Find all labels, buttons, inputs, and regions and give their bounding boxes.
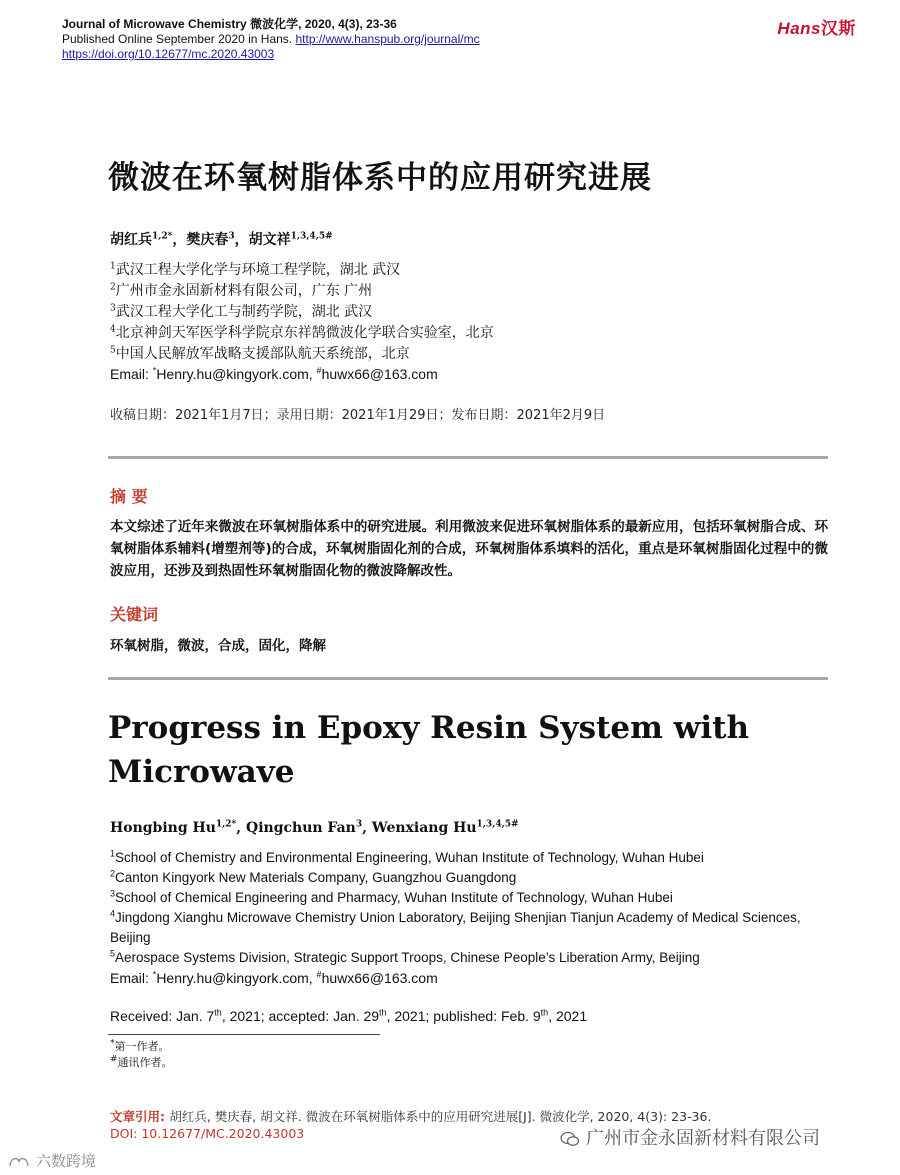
author-name: Hongbing Hu	[110, 820, 216, 836]
affiliation-item: $^4$Jingdong Xianghu Microwave Chemistry Union Laboratory, Beijing Shenjian Tianjun Academy of Medical Sciences, Beijing	[110, 908, 801, 945]
keywords-cn: 环氧树脂，微波，合成，固化，降解	[110, 638, 326, 654]
journal-name: Journal of Microwave Chemistry 微波化学, 2020, 4(3), 23-36	[62, 17, 397, 31]
wechat-icon	[560, 1131, 580, 1147]
affiliation-item: $^5$Aerospace Systems Division, Strategic Support Troops, Chinese People’s Liberation Army, Beijing	[110, 948, 700, 965]
watermark-right: 广州市金永固新材料有限公司	[560, 1124, 820, 1150]
dates-cn: 收稿日期：2021年1月7日；录用日期：2021年1月29日；发布日期：2021年2月9日	[110, 408, 606, 423]
email-address-2[interactable]: huwx66@163.com	[321, 366, 438, 382]
email-address-1[interactable]: Henry.hu@kingyork.com,	[156, 366, 317, 382]
affiliation-item: $^4$北京神剑天军医学科学院京东祥鹄微波化学联合实验室，北京	[110, 324, 494, 341]
footnote-first-author: *第一作者。	[110, 1038, 170, 1053]
divider	[108, 677, 828, 680]
abstract-heading-cn: 摘 要	[110, 487, 148, 506]
author-affiliation-mark: 3	[228, 231, 235, 242]
authors-en: Hongbing $Hu^{1,2*}$, Qingchun Fan$^3$, Wenxiang $Hu^{1,3,4,5\#}$	[110, 819, 519, 836]
footnote-divider	[108, 1034, 380, 1035]
author-affiliation-mark: 1,3,4,5#	[476, 819, 519, 830]
author-affiliation-mark: 1,2*	[215, 819, 237, 830]
affiliation-item: $^2$广州市金永固新材料有限公司，广东 广州	[110, 282, 373, 299]
page-title-cn: 微波在环氧树脂体系中的应用研究进展	[108, 160, 652, 196]
author-name: Wenxiang Hu	[371, 820, 477, 836]
email-address-2[interactable]: huwx66@163.com	[321, 970, 438, 986]
journal-header	[62, 17, 480, 62]
author-name: Qingchun Fan	[246, 820, 356, 836]
brand-mark-icon	[8, 1154, 30, 1170]
affiliation-item: $^3$School of Chemical Engineering and Pharmacy, Wuhan Institute of Technology, Wuhan Hubei	[110, 888, 673, 905]
affiliation-item: $^1$武汉工程大学化学与环境工程学院，湖北 武汉	[110, 261, 401, 278]
affiliations-cn	[110, 260, 494, 365]
author-name: 樊庆春	[186, 232, 229, 248]
published-line: Published Online September 2020 in Hans.	[62, 32, 296, 46]
author-name: 胡文祥	[248, 232, 291, 248]
dates-en: Received: Jan. 7th, 2021; accepted: Jan. 29th, 2021; published: Feb. 9th, 2021	[110, 1007, 588, 1024]
citation-doi[interactable]: DOI: 10.12677/MC.2020.43003	[110, 1126, 305, 1141]
affiliation-item: $^3$武汉工程大学化工与制药学院，湖北 武汉	[110, 303, 373, 320]
page-title-en: Progress in Epoxy Resin System with Microwave	[108, 710, 749, 790]
author-affiliation-mark: 1,3,4,5#	[290, 231, 333, 242]
footnote-corresponding: #通讯作者。	[110, 1054, 173, 1069]
citation-text: 胡红兵, 樊庆春, 胡文祥. 微波在环氧树脂体系中的应用研究进展[J]. 微波化学, 2020, 4(3): 23-36.	[169, 1109, 712, 1124]
doi-link[interactable]: https://doi.org/10.12677/mc.2020.43003	[62, 47, 275, 61]
journal-link[interactable]: http://www.hanspub.org/journal/mc	[295, 32, 480, 46]
authors-cn: 胡红兵$^{1,2*}$，樊庆春$^3$，胡文祥$^{1,3,4,5\#}$	[110, 231, 333, 248]
email-en: Email: *Henry.hu@kingyork.com, #huwx66@163.com	[110, 969, 438, 986]
author-affiliation-mark: 3	[355, 819, 363, 830]
author-name: 胡红兵	[110, 232, 152, 248]
abstract-cn: 本文综述了近年来微波在环氧树脂体系中的研究进展。利用微波来促进环氧树脂体系的最新应用，包括环氧树脂合成、环氧树脂体系辅料(增塑剂等)的合成，环氧树脂固化剂的合成，环氧树脂体系填料的活化，重点是环氧树脂固化过程中的微波应用，还涉及到热固性环氧树脂固化物的微波降解改性。	[110, 519, 828, 579]
email-cn: Email: *Henry.hu@kingyork.com, #huwx66@163.com	[110, 365, 438, 382]
affiliations-en	[110, 848, 840, 968]
author-affiliation-mark: 1,2*	[152, 231, 173, 242]
citation-label: 文章引用:	[110, 1109, 170, 1124]
hans-logo: Hans汉斯	[777, 19, 856, 38]
affiliation-item: $^2$Canton Kingyork New Materials Company, Guangzhou Guangdong	[110, 868, 517, 885]
affiliation-item: $^5$中国人民解放军战略支援部队航天系统部，北京	[110, 345, 410, 362]
divider	[108, 456, 828, 459]
keywords-heading-cn: 关键词	[110, 605, 159, 624]
affiliation-item: $^1$School of Chemistry and Environmental Engineering, Wuhan Institute of Technology, Wuhan Hubei	[110, 848, 704, 865]
watermark-left: 六数跨境	[8, 1150, 96, 1171]
email-address-1[interactable]: Henry.hu@kingyork.com,	[156, 970, 317, 986]
